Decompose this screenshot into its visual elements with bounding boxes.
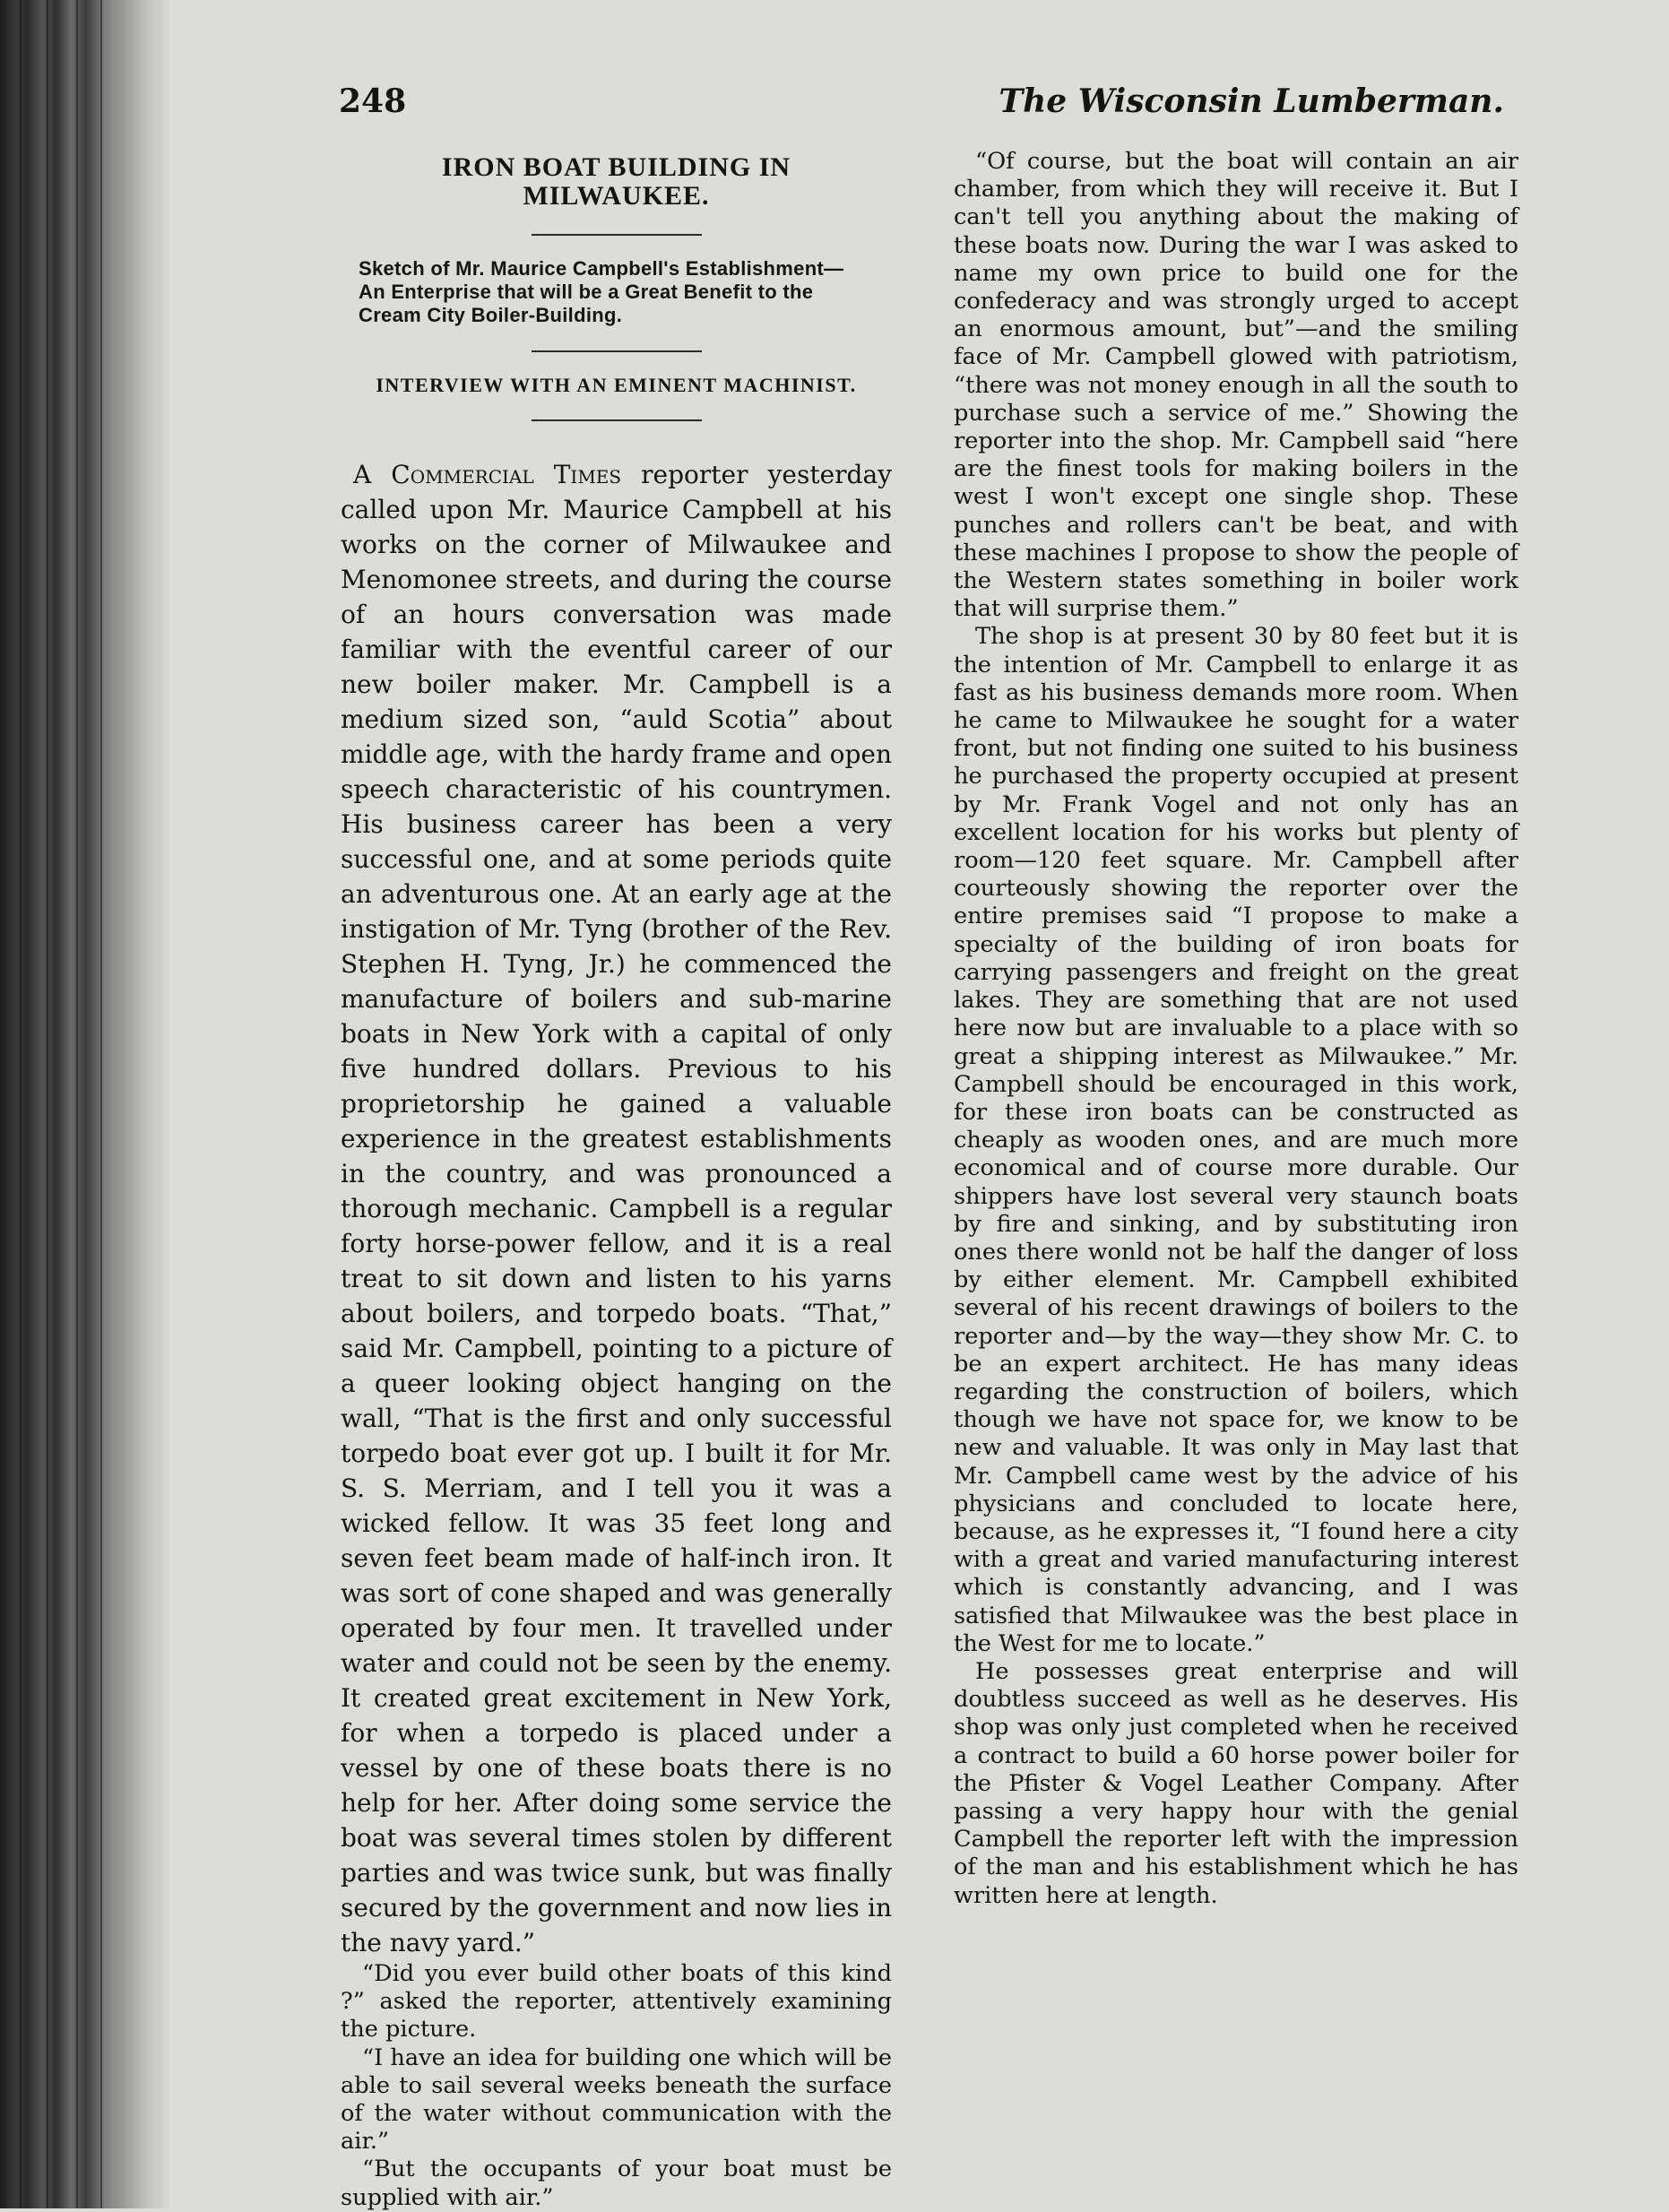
article-subhead: Sketch of Mr. Maurice Campbell's Establishment—An Enterprise that will be a Great Benefit to the Cream City Boiler-Building. xyxy=(359,257,844,326)
body-paragraph: “Did you ever build other boats of this kind ?” asked the reporter, attentively examining the picture. xyxy=(341,1960,892,2044)
running-head xyxy=(339,82,1504,127)
lead-paragraph-text: reporter yesterday called upon Mr. Maurice Campbell at his works on the corner of Milwaukee and Menomonee streets, and during the course of an hours conversation was made familiar with the eventful career of our new boiler maker. Mr. Campbell is a medium sized son, “auld Scotia” about middle age, with the hardy frame and open speech characteristic of his countrymen. His business career has been a very successful one, and at some periods quite an adventurous one. At an early age at the instigation of Mr. Tyng (brother of the Rev. Stephen H. Tyng, Jr.) he commenced the manufacture of boilers and sub-marine boats in New York with a capital of only five hundred dollars. Previous to his proprietorship he gained a valuable experience in the greatest establishments in the country, and was pronounced a thorough mechanic. Campbell is a regular forty horse-power fellow, and it is a real treat to sit down and listen to his yarns about boilers, and torpedo boats. “That,” said Mr. Campbell, pointing to a picture of a queer looking object hanging on the wall, “That is the first and only successful torpedo boat ever got up. I built it for Mr. S. S. Merriam, and I tell you it was a wicked fellow. It was 35 feet long and seven feet beam made of half-inch iron. It was sort of cone shaped and was generally operated by four men. It travelled under water and could not be seen by the enemy. It created great excitement in New York, for when a torpedo is placed under a vessel by one of these boats there is no help for her. After doing some service the boat was several times stolen by different parties and was twice sunk, but was finally secured by the government and now lies in the navy yard.” xyxy=(341,460,892,1957)
journal-title: The Wisconsin Lumberman. xyxy=(999,82,1504,120)
right-column xyxy=(954,148,1518,1910)
body-paragraph: “I have an idea for building one which will be able to sail several weeks beneath the surface of the water without communication with the air.” xyxy=(341,2044,892,2156)
body-paragraph: The shop is at present 30 by 80 feet but it is the intention of Mr. Campbell to enlarge it as fast as his business demands more room. When he came to Milwaukee he sought for a water front, but not finding one suited to his business he purchased the property occupied at present by Mr. Frank Vogel and not only has an excellent location for his works but plenty of room—120 feet square. Mr. Campbell after courteously showing the reporter over the entire premises said “I propose to make a specialty of the building of iron boats for carrying passengers and freight on the great lakes. They are something that are not used here now but are invaluable to a place with so great a shipping interest as Milwaukee.” Mr. Campbell should be encouraged in this work, for these iron boats can be constructed as cheaply as wooden ones, and are much more economical and of course more durable. Our shippers have lost several very staunch boats by fire and sinking, and by substituting iron ones there wonld not be half the danger of loss by either element. Mr. Campbell exhibited several of his recent drawings of boilers to the reporter and—by the way—they show Mr. C. to be an expert architect. He has many ideas regarding the construction of boilers, which though we have not space for, we know to be new and valuable. It was only in May last that Mr. Campbell came west by the advice of his physicians and concluded to locate here, because, as he expresses it, “I found here a city with a great and varied manufacturing interest which is constantly advancing, and I was satisfied that Milwaukee was the best place in the West for me to locate.” xyxy=(954,623,1518,1657)
body-paragraph: He possesses great enterprise and will doubtless succeed as well as he deserves. His shop was only just completed when he received a contract to build a 60 horse power boiler for the Pfister & Vogel Leather Company. After passing a very happy hour with the genial Campbell the reporter left with the impression of the man and his establishment which he has written here at length. xyxy=(954,1657,1518,1909)
body-paragraph: “But the occupants of your boat must be supplied with air.” xyxy=(341,2156,892,2211)
divider-rule xyxy=(532,234,702,236)
lead-paragraph xyxy=(341,457,892,1960)
left-column xyxy=(341,148,892,2212)
article-headline: IRON BOAT BUILDING IN MILWAUKEE. xyxy=(441,152,791,211)
section-heading: INTERVIEW WITH AN EMINENT MACHINIST. xyxy=(376,374,857,396)
left-body-text xyxy=(341,457,892,2212)
lead-smallcaps: A Commercial Times xyxy=(353,460,622,489)
body-paragraph: “Of course, but the boat will contain an air chamber, from which they will receive it. But I can't tell you anything about the making of these boats now. During the war I was asked to name my own price to build one for the confederacy and was strongly urged to accept an enormous amount, but”—and the smiling face of Mr. Campbell glowed with patriotism, “there was not money enough in all the south to purchase such a service of me.” Showing the reporter into the shop. Mr. Campbell said “here are the finest tools for making boilers in the west I won't except one single shop. These punches and rollers can't be beat, and with these machines I propose to show the people of the Western states something in boiler work that will surprise them.” xyxy=(954,148,1518,623)
book-binding-gutter xyxy=(0,0,170,2208)
page-number: 248 xyxy=(339,82,407,120)
binding-line xyxy=(47,0,48,2208)
binding-line xyxy=(100,0,102,2208)
divider-rule xyxy=(532,419,702,421)
newspaper-page xyxy=(269,0,1542,2211)
binding-line xyxy=(20,0,22,2208)
divider-rule xyxy=(532,350,702,352)
binding-line xyxy=(76,0,78,2208)
